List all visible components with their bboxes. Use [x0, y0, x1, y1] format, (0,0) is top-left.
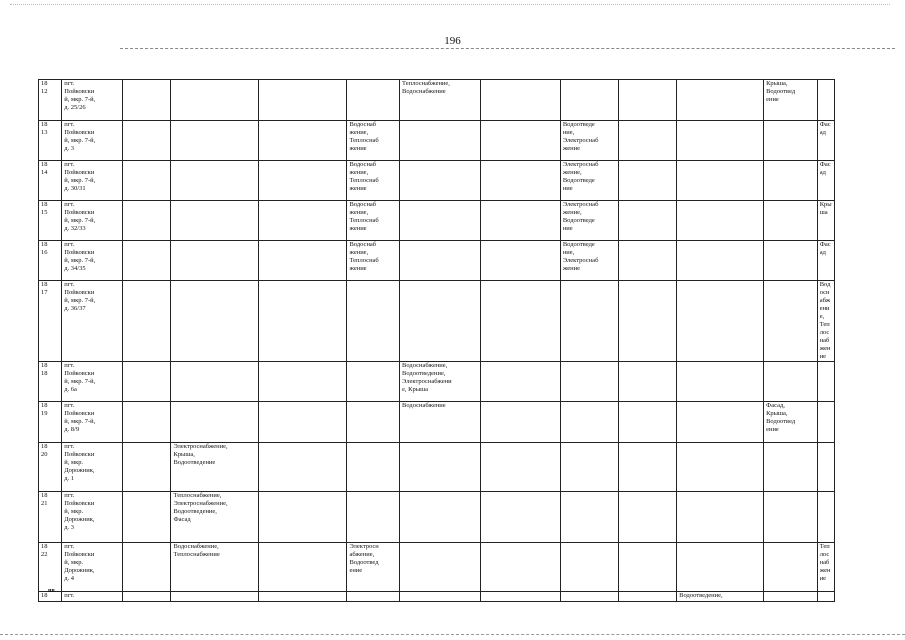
work-cell: [764, 281, 818, 362]
work-cell: [817, 80, 834, 121]
row-number-part-1: 18: [41, 592, 48, 599]
work-cell: [619, 121, 677, 161]
work-cell: [817, 362, 834, 402]
work-cell: [171, 443, 259, 492]
work-cell: [817, 492, 834, 543]
work-text: Водоснаб жение, Теплоснаб жение: [349, 241, 379, 272]
row-number-part-2: 19: [41, 410, 48, 417]
address-cell: [62, 362, 123, 402]
work-cell: [480, 161, 560, 201]
work-text: Крыша: [819, 201, 832, 216]
table-row: [39, 543, 835, 592]
work-text: Теплоснабжение, Электроснабжение, Водоотведение, Фасад: [173, 492, 228, 523]
work-cell: [619, 241, 677, 281]
work-cell: [764, 121, 818, 161]
work-cell: [560, 241, 619, 281]
work-cell: [122, 443, 171, 492]
work-cell: [259, 543, 347, 592]
work-cell: [171, 362, 259, 402]
work-cell: [764, 543, 818, 592]
work-text: Водоснаб жение, Теплоснаб жение: [349, 161, 379, 192]
scan-edge-bottom: [0, 634, 905, 635]
work-cell: [171, 241, 259, 281]
work-cell: [347, 492, 400, 543]
work-cell: [171, 492, 259, 543]
table-row: [39, 121, 835, 161]
work-cell: [347, 543, 400, 592]
work-cell: [619, 201, 677, 241]
work-cell: [347, 281, 400, 362]
work-cell: [122, 281, 171, 362]
row-number-part-1: 18: [41, 402, 48, 409]
work-cell: [480, 362, 560, 402]
top-rule: [120, 48, 895, 49]
table-row: [39, 201, 835, 241]
work-cell: [619, 443, 677, 492]
row-number-part-2: 12: [41, 88, 48, 95]
row-number-part-1: 18: [41, 281, 48, 288]
address-text: пгт. Пойковски й, мкр. 7-й, д. 25/26: [64, 80, 96, 111]
work-cell: [122, 201, 171, 241]
address-cell: [62, 121, 123, 161]
work-cell: [122, 80, 171, 121]
address-text: пгт. Пойковски й, мкр. 7-й, д. 34/35: [64, 241, 96, 272]
work-cell: [677, 543, 764, 592]
address-text: пгт. Пойковски й, мкр. Дорожник, д. 3: [64, 492, 95, 531]
work-cell: [560, 201, 619, 241]
work-cell: [480, 201, 560, 241]
table-row: [39, 161, 835, 201]
work-cell: [400, 402, 481, 443]
row-number-part-2: 21: [41, 500, 48, 507]
address-cell: [62, 592, 123, 602]
work-cell: [817, 592, 834, 602]
work-cell: [400, 161, 481, 201]
work-cell: [259, 443, 347, 492]
work-cell: [400, 443, 481, 492]
address-cell: [62, 492, 123, 543]
work-cell: [677, 161, 764, 201]
table-row: [39, 592, 835, 602]
work-cell: [480, 281, 560, 362]
address-cell: [62, 80, 123, 121]
work-text: Водоотведе ние, Электроснаб жение: [562, 121, 599, 152]
work-cell: [619, 281, 677, 362]
work-cell: [347, 592, 400, 602]
work-cell: [764, 592, 818, 602]
row-number-cell: [39, 362, 62, 402]
work-cell: [400, 543, 481, 592]
address-text: пгт. Пойковски й, мкр. 7-й, д. 32/33: [64, 201, 96, 232]
work-cell: [677, 241, 764, 281]
work-cell: [619, 543, 677, 592]
footer-mark: нв: [48, 588, 55, 594]
work-cell: [480, 121, 560, 161]
table-body: [39, 80, 835, 602]
work-cell: [764, 201, 818, 241]
work-cell: [347, 443, 400, 492]
work-text: Фасад: [819, 241, 831, 256]
row-number-part-1: 18: [41, 362, 48, 369]
work-cell: [619, 80, 677, 121]
work-cell: [171, 592, 259, 602]
row-number-part-2: 15: [41, 209, 48, 216]
work-text: Теплоснабжение, Водоснабжение: [402, 80, 450, 95]
work-cell: [400, 201, 481, 241]
work-cell: [764, 492, 818, 543]
work-cell: [347, 161, 400, 201]
work-cell: [677, 281, 764, 362]
work-cell: [560, 443, 619, 492]
work-cell: [171, 80, 259, 121]
row-number-part-1: 18: [41, 492, 48, 499]
work-cell: [677, 592, 764, 602]
work-cell: [122, 543, 171, 592]
work-cell: [171, 121, 259, 161]
row-number-part-2: 20: [41, 451, 48, 458]
work-cell: [817, 443, 834, 492]
work-cell: [347, 80, 400, 121]
work-cell: [347, 121, 400, 161]
work-cell: [171, 543, 259, 592]
work-cell: [122, 492, 171, 543]
work-text: Теплоснабжение: [819, 543, 831, 582]
address-text: пгт. Пойковски й, мкр. 7-й, д. 36/37: [64, 281, 96, 312]
table-row: [39, 281, 835, 362]
address-cell: [62, 241, 123, 281]
work-cell: [122, 121, 171, 161]
address-text: пгт. Пойковски й, мкр. 7-й, д. 30/31: [64, 161, 96, 192]
work-cell: [560, 362, 619, 402]
work-cell: [122, 402, 171, 443]
work-cell: [764, 161, 818, 201]
work-cell: [677, 402, 764, 443]
work-cell: [400, 492, 481, 543]
work-cell: [817, 281, 834, 362]
work-cell: [677, 443, 764, 492]
address-text: пгт. Пойковски й, мкр. 7-й, д. 8/9: [64, 402, 96, 433]
work-cell: [560, 80, 619, 121]
row-number-part-1: 18: [41, 121, 48, 128]
address-text: пгт. Пойковски й, мкр. Дорожник, д. 1: [64, 443, 95, 482]
work-cell: [480, 543, 560, 592]
work-text: Крыша, Водоотвед ение: [766, 80, 796, 103]
row-number-cell: [39, 492, 62, 543]
work-cell: [122, 161, 171, 201]
work-cell: [259, 492, 347, 543]
table-row: [39, 402, 835, 443]
work-cell: [619, 161, 677, 201]
work-cell: [259, 161, 347, 201]
work-cell: [560, 121, 619, 161]
row-number-cell: [39, 543, 62, 592]
address-cell: [62, 402, 123, 443]
work-cell: [480, 492, 560, 543]
work-cell: [677, 492, 764, 543]
row-number-part-2: 17: [41, 289, 48, 296]
work-text: Водоснаб жение, Теплоснаб жение: [349, 201, 379, 232]
work-text: Фасад, Крыша, Водоотвед ение: [766, 402, 796, 433]
row-number-part-2: 16: [41, 249, 48, 256]
table-row: [39, 80, 835, 121]
work-cell: [259, 80, 347, 121]
address-text: пгт. Пойковски й, мкр. 7-й, д. 3: [64, 121, 96, 152]
work-cell: [560, 161, 619, 201]
work-cell: [480, 443, 560, 492]
work-cell: [122, 241, 171, 281]
work-cell: [400, 362, 481, 402]
work-cell: [259, 201, 347, 241]
work-cell: [764, 362, 818, 402]
row-number-part-1: 18: [41, 80, 48, 87]
work-text: Водоснабжение: [402, 402, 446, 409]
address-cell: [62, 161, 123, 201]
row-number-cell: [39, 281, 62, 362]
work-cell: [400, 592, 481, 602]
address-text: пгт. Пойковски й, мкр. Дорожник, д. 4: [64, 543, 95, 582]
work-cell: [764, 402, 818, 443]
repair-works-table: [38, 79, 835, 602]
work-cell: [619, 362, 677, 402]
work-cell: [560, 402, 619, 443]
row-number-part-1: 18: [41, 161, 48, 168]
work-text: Водоснаб жение, Теплоснаб жение: [349, 121, 379, 152]
work-cell: [764, 443, 818, 492]
work-cell: [171, 281, 259, 362]
work-text: Водоснабжение, Теплоснабжение: [819, 281, 831, 360]
work-cell: [480, 402, 560, 443]
work-cell: [619, 402, 677, 443]
work-cell: [400, 80, 481, 121]
work-cell: [677, 80, 764, 121]
work-cell: [480, 241, 560, 281]
work-cell: [259, 241, 347, 281]
work-cell: [817, 241, 834, 281]
work-text: Водоотведение,: [679, 592, 723, 599]
row-number-part-1: 18: [41, 443, 48, 450]
row-number-cell: [39, 121, 62, 161]
work-text: Фасад: [819, 121, 831, 136]
work-text: Электроснаб жение, Водоотведе ние: [562, 161, 599, 192]
work-cell: [259, 592, 347, 602]
work-cell: [764, 80, 818, 121]
address-cell: [62, 443, 123, 492]
work-cell: [817, 121, 834, 161]
work-cell: [347, 362, 400, 402]
scan-edge-top: [10, 4, 890, 5]
table-row: [39, 443, 835, 492]
row-number-part-1: 18: [41, 201, 48, 208]
work-cell: [347, 241, 400, 281]
work-cell: [259, 281, 347, 362]
work-cell: [171, 402, 259, 443]
address-cell: [62, 281, 123, 362]
work-cell: [619, 492, 677, 543]
work-cell: [677, 201, 764, 241]
row-number-part-2: 18: [41, 370, 48, 377]
work-cell: [560, 281, 619, 362]
work-cell: [259, 121, 347, 161]
work-cell: [480, 592, 560, 602]
address-cell: [62, 201, 123, 241]
row-number-part-1: 18: [41, 543, 48, 550]
work-text: Водоотведе ние, Электроснаб жение: [562, 241, 599, 272]
work-cell: [817, 201, 834, 241]
row-number-cell: [39, 241, 62, 281]
work-text: Электроснабжение, Крыша, Водоотведение: [173, 443, 228, 466]
work-cell: [400, 241, 481, 281]
work-cell: [400, 121, 481, 161]
address-text: пгт.: [64, 592, 75, 599]
work-text: Водоснабжение, Теплоснабжение: [173, 543, 220, 558]
work-cell: [817, 402, 834, 443]
work-cell: [259, 362, 347, 402]
table-row: [39, 492, 835, 543]
row-number-part-1: 18: [41, 241, 48, 248]
table-row: [39, 241, 835, 281]
row-number-cell: [39, 443, 62, 492]
row-number-part-2: 14: [41, 169, 48, 176]
work-text: Электросн абжение, Водоотвед ение: [349, 543, 379, 574]
row-number-cell: [39, 80, 62, 121]
work-text: Электроснаб жение, Водоотведе ние: [562, 201, 599, 232]
work-cell: [560, 592, 619, 602]
work-cell: [400, 281, 481, 362]
work-cell: [560, 492, 619, 543]
work-cell: [817, 161, 834, 201]
work-cell: [677, 121, 764, 161]
work-cell: [480, 80, 560, 121]
address-text: пгт. Пойковски й, мкр. 7-й, д. 6а: [64, 362, 96, 393]
work-cell: [677, 362, 764, 402]
row-number-part-2: 22: [41, 551, 48, 558]
work-cell: [619, 592, 677, 602]
work-cell: [259, 402, 347, 443]
work-cell: [122, 592, 171, 602]
work-cell: [347, 201, 400, 241]
row-number-cell: [39, 402, 62, 443]
work-cell: [817, 543, 834, 592]
page-number: 196: [444, 35, 461, 47]
work-cell: [764, 241, 818, 281]
table-row: [39, 362, 835, 402]
work-cell: [171, 161, 259, 201]
row-number-cell: [39, 201, 62, 241]
row-number-cell: [39, 161, 62, 201]
work-cell: [560, 543, 619, 592]
work-cell: [347, 402, 400, 443]
row-number-part-2: 13: [41, 129, 48, 136]
work-cell: [171, 201, 259, 241]
work-text: Фасад: [819, 161, 831, 176]
address-cell: [62, 543, 123, 592]
work-text: Водоснабжение, Водоотведение, Электроснабжени е, Крыша: [402, 362, 452, 393]
work-cell: [122, 362, 171, 402]
